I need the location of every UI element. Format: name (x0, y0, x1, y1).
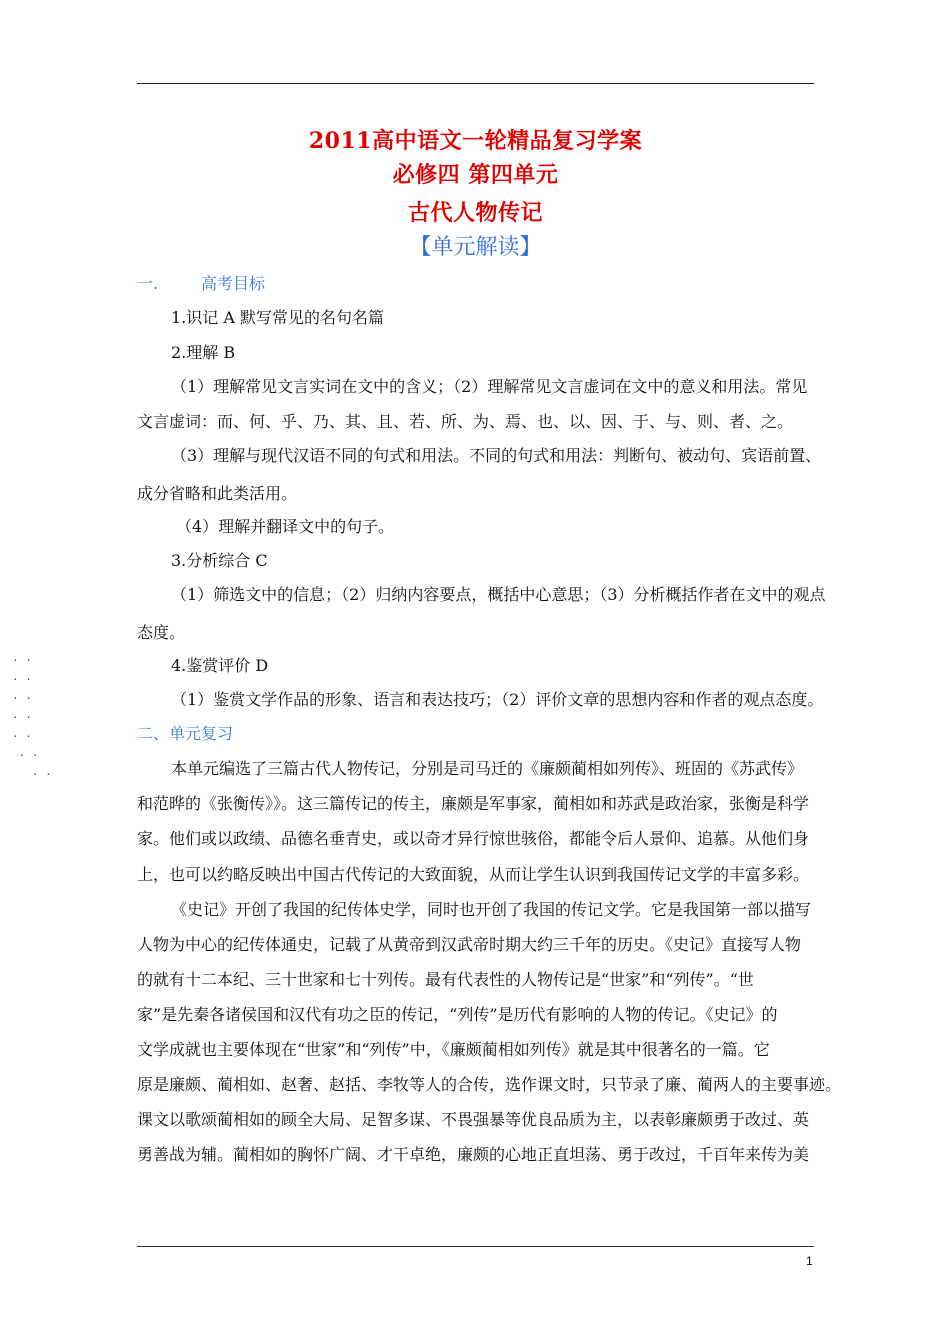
paragraph-line: （1）理解常见文言实词在文中的含义；（2）理解常见文言虚词在文中的意义和用法。常见 (171, 377, 808, 396)
paragraph-line: （3）理解与现代汉语不同的句式和用法。不同的句式和用法：判断句、被动句、宾语前置、 (171, 446, 822, 465)
paragraph-line: 的就有十二本纪、三十世家和七十列传。最有代表性的人物传记是“世家”和“列传”。“世 (137, 970, 754, 989)
paragraph-line: 4.鉴赏评价 D (171, 656, 269, 675)
footer-rule (137, 1246, 814, 1247)
paragraph-line: （4）理解并翻译文中的句子。 (176, 517, 395, 536)
paragraph-line: 文言虚词：而、何、乎、乃、其、且、若、所、为、焉、也、以、因、于、与、则、者、之。 (137, 412, 794, 431)
page-number: 1 (806, 1254, 813, 1268)
margin-mark: . . (12, 689, 32, 702)
paragraph-line: （1）筛选文中的信息；（2）归纳内容要点，概括中心意思；（3）分析概括作者在文中的观点 (171, 585, 826, 604)
paragraph-line: （1）鉴赏文学作品的形象、语言和表达技巧；（2）评价文章的思想内容和作者的观点态度。 (171, 690, 824, 709)
doc-subtitle: 必修四 第四单元 (392, 162, 559, 188)
paragraph-line: 家”是先秦各诸侯国和汉代有功之臣的传记，“列传”是历代有影响的人物的传记。《史记》的 (137, 1005, 778, 1024)
paragraph-line: 1.识记 A 默写常见的名句名篇 (171, 308, 384, 327)
paragraph-line: 态度。 (137, 623, 186, 642)
paragraph-line: 和范晔的《张衡传》》。这三篇传记的传主，廉颇是军事家，蔺相如和苏武是政治家，张衡是科学 (137, 794, 810, 813)
margin-mark: . . (12, 670, 32, 683)
margin-mark: . . (12, 765, 52, 778)
unit-heading: 【单元解读】 (409, 235, 542, 260)
section2-heading: 二、单元复习 (137, 724, 234, 743)
section1-number: 一. (137, 274, 159, 293)
margin-mark: . . (12, 746, 39, 759)
paragraph-line: 《史记》开创了我国的纪传体史学，同时也开创了我国的传记文学。它是我国第一部以描写 (171, 900, 812, 919)
section1-title: 高考目标 (201, 274, 266, 293)
margin-marks (12, 648, 72, 781)
paragraph-line: 上，也可以约略反映出中国古代传记的大致面貌，从而让学生认识到我国传记文学的丰富多彩。 (137, 865, 810, 884)
paragraph-line: 文学成就也主要体现在“世家”和“列传”中，《廉颇蔺相如列传》就是其中很著名的一篇。它 (137, 1040, 770, 1059)
margin-mark: . . (12, 651, 32, 664)
doc-title: 2011高中语文一轮精品复习学案 (308, 128, 643, 154)
margin-mark: . . (12, 708, 32, 721)
paragraph-line: 课文以歌颂蔺相如的顾全大局、足智多谋、不畏强暴等优良品质为主，以表彰廉颇勇于改过、英 (137, 1110, 810, 1129)
paragraph-line: 本单元编选了三篇古代人物传记，分别是司马迁的《廉颇蔺相如列传》、班固的《苏武传》 (171, 759, 804, 778)
paragraph-line: 勇善战为辅。蔺相如的胸怀广阔、才干卓绝，廉颇的心地正直坦荡、勇于改过，千百年来传为美 (137, 1145, 810, 1164)
paragraph-line: 原是廉颇、蔺相如、赵奢、赵括、李牧等人的合传，选作课文时，只节录了廉、蔺两人的主要事迹。 (137, 1075, 842, 1094)
paragraph-line: 2.理解 B (171, 343, 236, 362)
paragraph-line: 家。他们或以政绩、品德名垂青史，或以奇才异行惊世骇俗，都能令后人景仰、追慕。从他们身 (137, 829, 810, 848)
paragraph-line: 成分省略和此类活用。 (137, 484, 298, 503)
doc-topic: 古代人物传记 (407, 200, 543, 226)
header-rule (137, 83, 814, 84)
paragraph-line: 人物为中心的纪传体通史，记载了从黄帝到汉武帝时期大约三千年的历史。《史记》直接写人物 (137, 935, 802, 954)
section1-heading (137, 271, 265, 294)
paragraph-line: 3.分析综合 C (171, 551, 268, 570)
margin-mark: . . (12, 727, 32, 740)
